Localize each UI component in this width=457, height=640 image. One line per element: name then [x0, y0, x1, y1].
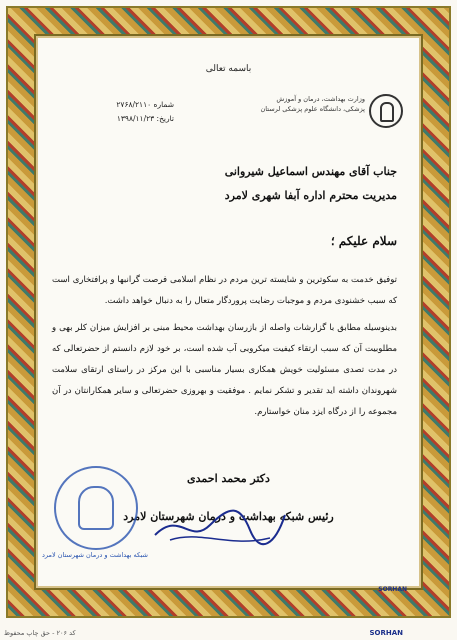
- ministry-logo-icon: [369, 94, 403, 128]
- recipient-name: جناب آقای مهندس اسماعیل شیروانی: [224, 165, 397, 178]
- body-paragraph: بدینوسیله مطابق با گزارشات واصله از بازرسان بهداشت محیط مبنی بر افزایش میزان کلر بهی و مطلوبیت آن که سبب ارتقاء کیفیت میکروبی آب شده است، بر خود لازم دانستم از حضرتعالی که در مدت تصدی مسئولیت خویش همکاری بسیار مناسبی با این مرکز در راستای ارتقای سلامت شهروندان داشته اید تقدیر و تشکر نمایم . موفقیت و بهروزی حضرتعالی و سایر همکارانتان در آن مجموعه را از درگاه ایزد منان خواستارم.: [52, 323, 397, 417]
- greeting: سلام علیکم ؛: [330, 234, 397, 248]
- body-paragraph: توفیق خدمت به سکوترین و شایسته ترین مردم در نظام اسلامی فرصت گرانبها و پرافتخاری است که سبب خشنودی مردم و موجبات رضایت پروردگار متعال را به دنبال خواهد داشت.: [52, 275, 397, 306]
- recipient-position: مدیریت محترم اداره آبفا شهری لامرد: [224, 189, 397, 202]
- ministry-name: وزارت بهداشت، درمان و آموزش پزشکی، دانشگاه علوم پزشکی لرستان: [260, 95, 365, 113]
- recipient-block: [77, 160, 397, 208]
- letter-heading: باسمه تعالی: [205, 64, 252, 74]
- official-stamp-icon: [54, 466, 138, 550]
- stamp-text: شبکه بهداشت و درمان شهرستان لامرد: [42, 551, 148, 559]
- page-footer: [0, 622, 457, 640]
- letter-number: شماره ۲۷۶۸/۲۱۱۰: [116, 100, 174, 109]
- footer-brand: SORHAN: [369, 629, 403, 637]
- letter-meta: [54, 98, 174, 126]
- brand-label: SORHAN: [378, 586, 407, 593]
- footer-code: کد ۲۰۶ - حق چاپ محفوظ: [4, 629, 76, 637]
- letter-date: تاریخ: ۱۳۹۸/۱۱/۲۳: [116, 114, 174, 123]
- signer-name: دکتر محمد احمدی: [187, 472, 270, 485]
- signer-title: رئیس شبکه بهداشت و درمان شهرستان لامرد: [123, 510, 334, 523]
- signature-icon: [150, 500, 290, 550]
- letter-body: [52, 270, 397, 429]
